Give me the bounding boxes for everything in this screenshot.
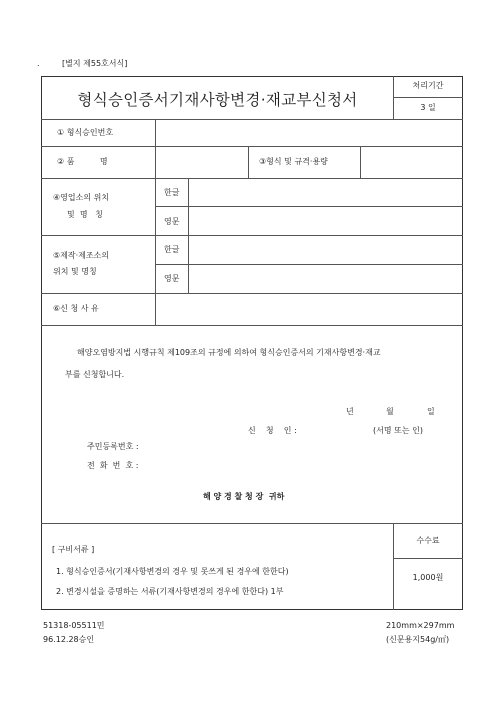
divider: [41, 119, 463, 120]
processing-period-value: 3 일: [420, 103, 436, 112]
divider: [41, 146, 463, 147]
divider: [360, 146, 361, 178]
approval-number-label: ① 형식승인번호: [57, 128, 114, 137]
product-name-label: ② 품 명: [57, 157, 108, 166]
divider: [155, 264, 463, 265]
form-title: 형식승인증서기재사항변경·재교부신청서: [77, 91, 358, 109]
model-spec-label: ③형식 및 규격·용량: [259, 157, 328, 166]
divider: [41, 293, 463, 294]
month-label: 월: [386, 407, 394, 416]
form-label: [별지 제55호서식]: [62, 59, 128, 68]
paper-size: 210mm×297mm: [386, 621, 455, 630]
divider: [41, 235, 463, 236]
korean-label: 한글: [164, 245, 180, 254]
divider: [248, 146, 249, 178]
reason-label: ⑥신 청 사 유: [53, 304, 99, 313]
document-item-1: 1. 형식승인증서(기재사항변경의 경우 및 못쓰게 된 경우에 한한다): [56, 567, 289, 576]
form-code: 51318-05511민: [43, 621, 105, 630]
english-label: 영문: [164, 217, 180, 226]
fee-label: 수수료: [416, 536, 440, 545]
divider: [155, 206, 463, 207]
documents-title: [ 구비서류 ]: [52, 545, 95, 554]
english-label: 영문: [164, 274, 180, 283]
phone-field[interactable]: [152, 458, 302, 472]
applicant-field[interactable]: [318, 423, 368, 437]
corner-mark: .: [37, 59, 40, 68]
fee-value: 1,000원: [412, 573, 444, 582]
product-name-field[interactable]: [157, 148, 246, 176]
approval-number-field[interactable]: [157, 121, 461, 144]
document-item-2: 2. 변경시설을 증명하는 서류(기재사항변경의 경우에 한한다) 1부: [56, 587, 284, 596]
korean-label: 한글: [164, 188, 180, 197]
divider: [41, 523, 463, 524]
manufacturer-english-field[interactable]: [190, 266, 461, 291]
divider: [41, 178, 463, 179]
reason-field[interactable]: [157, 295, 461, 323]
resident-number-label: 주민등록번호 :: [87, 442, 139, 451]
processing-period-label: 처리기간: [412, 81, 444, 90]
manufacturer-korean-field[interactable]: [190, 237, 461, 262]
approval-date: 96.12.28승인: [43, 635, 95, 644]
statement-line-1: 해양오염방지법 시행규칙 제109조의 규정에 의하여 형식승인증서의 기재사항변경·재교: [77, 348, 381, 357]
business-location-english-field[interactable]: [190, 208, 461, 233]
year-label: 년: [346, 407, 354, 416]
phone-label: 전 화 번 호 :: [87, 461, 139, 470]
divider: [393, 558, 463, 559]
divider: [41, 325, 463, 326]
divider: [155, 119, 156, 325]
signature-label: (서명 또는 인): [373, 426, 423, 435]
business-location-label-2: 및 명 칭: [67, 210, 103, 219]
manufacturer-label: ⑤제작·제조소의: [53, 251, 110, 260]
resident-number-field[interactable]: [152, 439, 302, 453]
business-location-label: ④영업소의 위치: [53, 193, 110, 202]
statement-line-2: 부를 신청합니다.: [65, 370, 125, 379]
day-label: 일: [427, 407, 435, 416]
manufacturer-label-2: 위치 및 명칭: [53, 267, 97, 276]
business-location-korean-field[interactable]: [190, 180, 461, 204]
paper-type: (신문용지54g/㎡): [386, 635, 450, 644]
divider: [188, 178, 189, 293]
model-spec-field[interactable]: [362, 148, 461, 176]
divider: [393, 97, 463, 98]
applicant-label: 신 청 인 :: [248, 426, 297, 435]
addressee: 해 양 경 찰 청 장 귀하: [203, 492, 285, 501]
